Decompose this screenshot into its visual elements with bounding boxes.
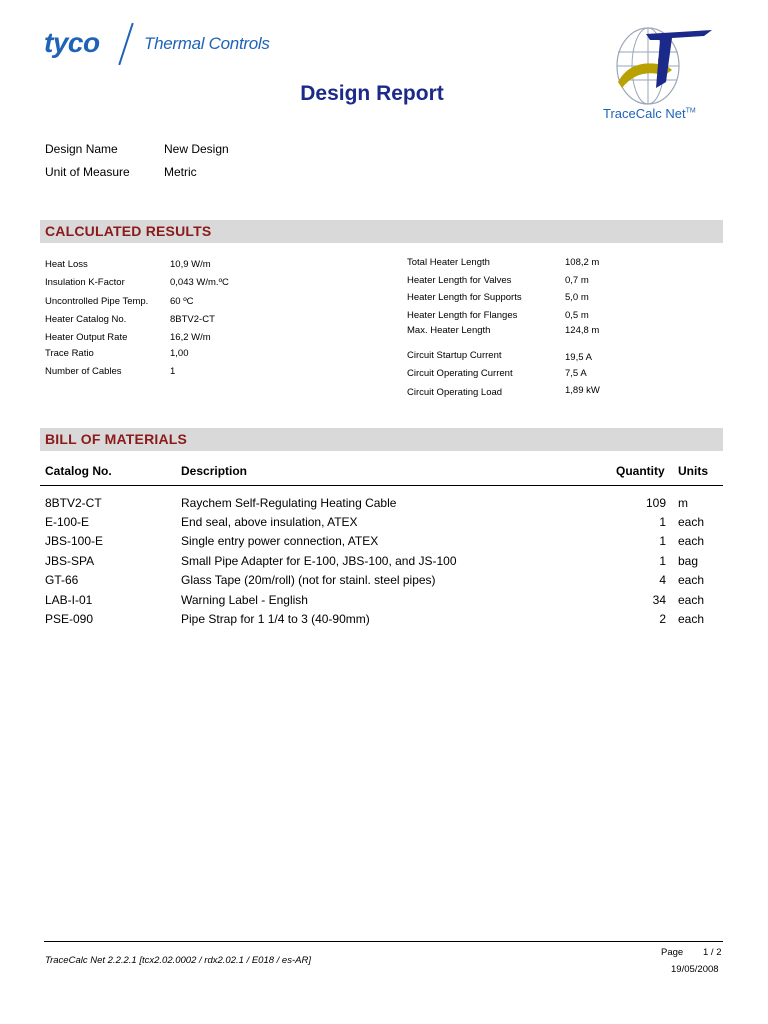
bom-units-cell: bag bbox=[678, 554, 699, 568]
calculated-results-header bbox=[40, 220, 723, 243]
footer-divider bbox=[44, 941, 723, 942]
uncontrolled-pipe-temp-label: Uncontrolled Pipe Temp. bbox=[45, 296, 149, 307]
footer-page-number: 1 / 2 bbox=[703, 947, 722, 958]
design-name-label: Design Name bbox=[45, 142, 118, 156]
bom-quantity-cell: 1 bbox=[659, 515, 666, 529]
footer-version-text: TraceCalc Net 2.2.2.1 [tcx2.02.0002 / rdx2.02.1 / E018 / es-AR] bbox=[45, 955, 311, 966]
bom-units-cell: each bbox=[678, 612, 705, 626]
circuit-operating-current-label: Circuit Operating Current bbox=[407, 368, 513, 379]
bom-description-cell: Glass Tape (20m/roll) (not for stainl. steel pipes) bbox=[181, 573, 436, 587]
circuit-operating-current-value: 7,5 A bbox=[565, 368, 587, 379]
bill-of-materials-header bbox=[40, 428, 723, 451]
tracecalc-logo-text bbox=[603, 106, 696, 121]
trademark-mark: TM bbox=[685, 107, 696, 115]
heater-length-supports-value: 5,0 m bbox=[565, 292, 589, 303]
heater-output-rate-value: 16,2 W/m bbox=[170, 332, 211, 343]
trace-ratio-value: 1,00 bbox=[170, 348, 189, 359]
tyco-brand-text: tyco bbox=[44, 27, 100, 58]
bom-catalog-cell: E-100-E bbox=[45, 515, 90, 529]
insulation-k-factor-value: 0,043 W/m.ºC bbox=[170, 277, 229, 288]
bom-units-cell: each bbox=[678, 515, 705, 529]
unit-of-measure-value: Metric bbox=[164, 165, 197, 179]
globe-icon bbox=[600, 22, 722, 112]
bom-catalog-cell: 8BTV2-CT bbox=[45, 496, 102, 510]
bom-quantity-cell: 2 bbox=[659, 612, 666, 626]
heater-catalog-value: 8BTV2-CT bbox=[170, 314, 215, 325]
heater-length-valves-label: Heater Length for Valves bbox=[407, 275, 512, 286]
bom-description-cell: Small Pipe Adapter for E-100, JBS-100, and JS-100 bbox=[181, 554, 457, 568]
max-heater-length-value: 124,8 m bbox=[565, 325, 600, 336]
bom-description-cell: Raychem Self-Regulating Heating Cable bbox=[181, 496, 397, 510]
trace-ratio-label: Trace Ratio bbox=[45, 348, 94, 359]
bom-units-cell: m bbox=[678, 496, 688, 510]
bom-catalog-cell: PSE-090 bbox=[45, 612, 94, 626]
tracecalc-logo bbox=[600, 22, 722, 122]
footer-date: 19/05/2008 bbox=[671, 964, 719, 975]
total-heater-length-label: Total Heater Length bbox=[407, 257, 490, 268]
footer-page-label: Page bbox=[661, 947, 684, 958]
circuit-operating-load-value: 1,89 kW bbox=[565, 385, 600, 396]
max-heater-length-label: Max. Heater Length bbox=[407, 325, 491, 336]
heater-length-flanges-value: 0,5 m bbox=[565, 310, 589, 321]
insulation-k-factor-label: Insulation K-Factor bbox=[45, 277, 125, 288]
column-header-units: Units bbox=[678, 464, 708, 478]
column-header-catalog: Catalog No. bbox=[45, 464, 112, 478]
bom-quantity-cell: 4 bbox=[659, 573, 666, 587]
page-title: Design Report bbox=[300, 82, 444, 105]
column-header-quantity: Quantity bbox=[616, 464, 665, 478]
column-header-description: Description bbox=[181, 464, 248, 478]
heat-loss-label: Heat Loss bbox=[45, 259, 88, 270]
heater-length-valves-value: 0,7 m bbox=[565, 275, 589, 286]
uncontrolled-pipe-temp-value: 60 ºC bbox=[170, 296, 194, 307]
bom-catalog-cell: LAB-I-01 bbox=[45, 593, 93, 607]
tracecalc-name: TraceCalc Net bbox=[603, 106, 686, 121]
heater-output-rate-label: Heater Output Rate bbox=[45, 332, 128, 343]
number-of-cables-label: Number of Cables bbox=[45, 366, 122, 377]
bom-catalog-cell: GT-66 bbox=[45, 573, 79, 587]
circuit-startup-current-value: 19,5 A bbox=[565, 352, 592, 363]
heater-length-flanges-label: Heater Length for Flanges bbox=[407, 310, 518, 321]
bom-catalog-cell: JBS-100-E bbox=[45, 534, 104, 548]
unit-of-measure-label: Unit of Measure bbox=[45, 165, 130, 179]
heat-loss-value: 10,9 W/m bbox=[170, 259, 211, 270]
heater-length-supports-label: Heater Length for Supports bbox=[407, 292, 522, 303]
number-of-cables-value: 1 bbox=[170, 366, 176, 377]
bom-units-cell: each bbox=[678, 534, 705, 548]
logo-slash bbox=[118, 23, 133, 65]
bom-description-cell: Pipe Strap for 1 1/4 to 3 (40-90mm) bbox=[181, 612, 370, 626]
bom-description-cell: Single entry power connection, ATEX bbox=[181, 534, 379, 548]
bom-quantity-cell: 34 bbox=[652, 593, 666, 607]
bom-catalog-cell: JBS-SPA bbox=[45, 554, 95, 568]
bom-units-cell: each bbox=[678, 573, 705, 587]
table-header-divider bbox=[40, 485, 723, 486]
bom-units-cell: each bbox=[678, 593, 705, 607]
bom-description-cell: End seal, above insulation, ATEX bbox=[181, 515, 358, 529]
design-name-value: New Design bbox=[164, 142, 229, 156]
circuit-startup-current-label: Circuit Startup Current bbox=[407, 350, 502, 361]
bom-quantity-cell: 1 bbox=[659, 534, 666, 548]
tyco-product-text: Thermal Controls bbox=[144, 34, 270, 53]
bom-quantity-cell: 109 bbox=[645, 496, 666, 510]
bom-quantity-cell: 1 bbox=[659, 554, 666, 568]
total-heater-length-value: 108,2 m bbox=[565, 257, 600, 268]
calculated-results-title: CALCULATED RESULTS bbox=[45, 223, 212, 239]
bill-of-materials-title: BILL OF MATERIALS bbox=[45, 431, 188, 447]
bom-description-cell: Warning Label - English bbox=[181, 593, 308, 607]
heater-catalog-label: Heater Catalog No. bbox=[45, 314, 127, 325]
circuit-operating-load-label: Circuit Operating Load bbox=[407, 387, 503, 398]
